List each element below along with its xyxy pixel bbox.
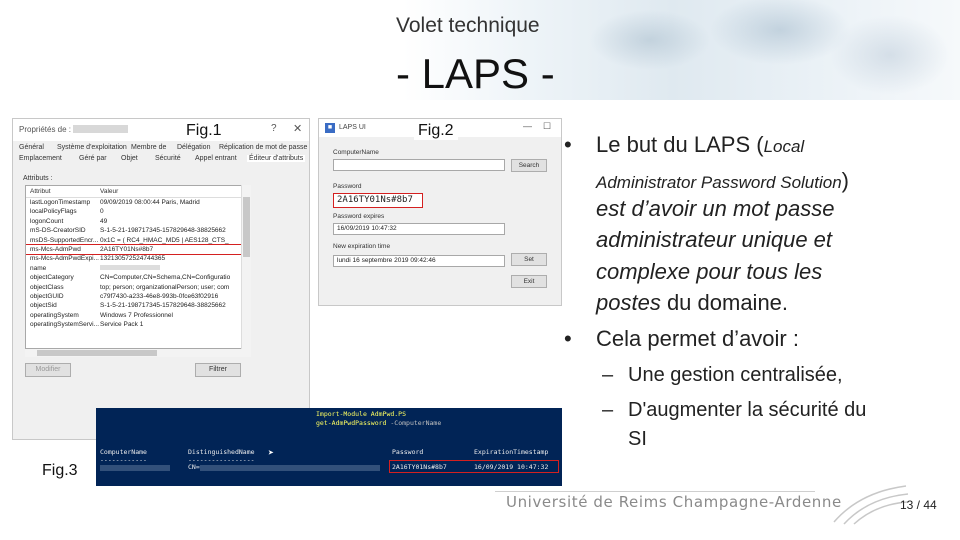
cell-attribute: objectGUID: [30, 292, 64, 300]
table-row[interactable]: [26, 236, 242, 245]
ps-command-get: [316, 419, 441, 427]
cell-attribute: msDS-SupportedEncr...: [30, 236, 99, 244]
cell-value: Service Pack 1: [100, 321, 144, 329]
dialog-tabs: [13, 141, 309, 167]
bullet1-postes: postes: [596, 290, 661, 315]
redacted-computername: [100, 465, 170, 471]
tab-object[interactable]: Objet: [121, 155, 138, 162]
slide-title: - LAPS -: [396, 50, 555, 97]
table-row[interactable]: [26, 311, 242, 320]
table-row[interactable]: [26, 283, 242, 292]
vertical-scrollbar[interactable]: [241, 185, 251, 349]
password-label: Password: [333, 183, 362, 190]
bullet1-local: Local: [763, 137, 805, 156]
cell-attribute: ms-Mcs-AdmPwd: [30, 245, 81, 253]
password-expires-field: 16/09/2019 10:47:32: [333, 223, 505, 235]
sub-bullet2-line2: SI: [628, 428, 647, 450]
new-expiration-datepicker[interactable]: lundi 16 septembre 2019 09:42:46: [333, 255, 505, 267]
sub-bullet1-text: Une gestion centralisée,: [628, 364, 843, 386]
cell-value: top; person; organizationalPerson; user; com: [100, 283, 230, 291]
sub-bullet-marker: –: [602, 364, 614, 386]
dialog-title: Propriétés de :: [19, 125, 72, 134]
password-highlight: [389, 460, 559, 473]
table-row[interactable]: [26, 292, 242, 301]
university-name: Université de Reims Champagne-Ardenne: [506, 493, 842, 511]
cell-value: CN=Computer,CN=Schema,CN=Configuratio: [100, 274, 231, 282]
table-row[interactable]: [26, 207, 242, 216]
computer-name-input[interactable]: [333, 159, 505, 171]
bullet1-line4: administrateur unique et: [596, 227, 833, 252]
ps-dashes: -------------------: [474, 456, 549, 464]
table-header: [26, 186, 242, 198]
close-icon[interactable]: ✕: [293, 123, 303, 135]
bullet1-expansion: Administrator Password Solution: [596, 173, 842, 192]
cell-value: 09/09/2019 08:00:44 Paris, Madrid: [100, 199, 200, 206]
cell-attribute: lastLogonTimestamp: [30, 199, 91, 206]
table-row[interactable]: [26, 254, 242, 263]
bullet1-line5: complexe pour tous les: [596, 259, 823, 284]
attributes-label: Attributs :: [23, 175, 53, 182]
ps-header-password: Password: [392, 448, 424, 456]
ps-header-dn: DistinguishedName: [188, 448, 255, 456]
fig3-label: Fig.3: [38, 462, 82, 480]
ps-dashes: -----------------: [188, 456, 255, 464]
cell-value: 0: [100, 208, 104, 216]
cell-attribute: ms-Mcs-AdmPwdExpi...: [30, 255, 99, 263]
bullet1-line3: est d’avoir un mot passe: [596, 196, 835, 221]
cell-attribute: mS-DS-CreatorSID: [30, 227, 86, 235]
table-row-admpwd-highlighted[interactable]: [26, 245, 242, 254]
table-row[interactable]: [26, 301, 242, 310]
bullet2-text: Cela permet d’avoir :: [596, 326, 799, 351]
sub-bullet2-line1: D'augmenter la sécurité du: [628, 399, 867, 421]
exit-button[interactable]: Exit: [511, 275, 547, 288]
bullet-marker: •: [564, 132, 572, 157]
tab-general[interactable]: Général: [19, 144, 44, 151]
redacted-dn: [200, 465, 380, 471]
table-row[interactable]: [26, 217, 242, 226]
search-button[interactable]: Search: [511, 159, 547, 172]
tab-managed-by[interactable]: Géré par: [79, 155, 107, 162]
cell-attribute: localPolicyFlags: [30, 208, 77, 216]
bullet1-line2: [596, 168, 849, 194]
tab-dialin[interactable]: Appel entrant: [195, 155, 237, 162]
mouse-cursor-icon: ➤: [268, 448, 275, 459]
ps-header-expiration: ExpirationTimestamp: [474, 448, 549, 456]
redacted-name: [73, 125, 128, 133]
university-logo: [830, 482, 910, 526]
properties-dialog: [12, 118, 310, 440]
tab-attribute-editor[interactable]: Éditeur d'attributs: [249, 155, 304, 162]
cell-value: S-1-5-21-198717345-157829648-38825662: [100, 227, 226, 235]
slide-supertitle: Volet technique: [396, 14, 540, 37]
tab-delegation[interactable]: Délégation: [177, 144, 211, 151]
cell-value: S-1-5-21-198717345-157829648-38825662: [100, 302, 226, 310]
ps-row-dn: CN=: [188, 463, 200, 471]
cell-value: 132130572524744365: [100, 255, 166, 263]
ps-cmdlet: get-AdmPwdPassword: [316, 419, 387, 427]
maximize-icon[interactable]: ☐: [543, 121, 552, 131]
tab-replication[interactable]: Réplication de mot de passe: [219, 144, 308, 151]
ps-row-expiration: 16/09/2019 10:47:32: [474, 463, 549, 471]
tab-security[interactable]: Sécurité: [155, 155, 181, 162]
computer-name-label: ComputerName: [333, 149, 379, 156]
table-row[interactable]: [26, 273, 242, 282]
ps-dashes: --------: [392, 456, 424, 464]
cell-value: c79f7430-a233-46e8-993b-0fce63f02916: [100, 292, 219, 300]
ps-header-computername: ComputerName: [100, 448, 147, 456]
cell-value: Windows 7 Professionnel: [100, 311, 173, 319]
sub-bullet-marker: –: [602, 399, 614, 421]
tab-member-of[interactable]: Membre de: [131, 144, 167, 151]
ps-command-import: Import-Module AdmPwd.PS: [316, 410, 407, 418]
help-button[interactable]: ?: [271, 123, 277, 134]
bullet1-paren: ): [841, 168, 849, 193]
cell-value-redacted: [100, 264, 238, 273]
fig2-label: Fig.2: [414, 122, 458, 140]
powershell-console: [96, 408, 562, 486]
ps-parameter: -ComputerName: [390, 419, 442, 427]
fig1-label: Fig.1: [186, 122, 222, 139]
attributes-table[interactable]: [25, 185, 243, 349]
cell-attribute: objectClass: [30, 283, 64, 291]
password-expires-label: Password expires: [333, 213, 385, 220]
bullet1-line1: [596, 132, 804, 158]
new-expiration-label: New expiration time: [333, 243, 391, 250]
table-row[interactable]: [26, 320, 242, 329]
cell-attribute: objectCategory: [30, 274, 74, 282]
window-title: LAPS UI: [339, 124, 366, 131]
bullet1-line6: [596, 290, 788, 316]
cell-value: 2A16TY01Ns#8b7: [100, 245, 154, 253]
dialog-titlebar: [13, 119, 309, 141]
scrollbar-thumb[interactable]: [243, 197, 250, 257]
tab-location[interactable]: Emplacement: [19, 155, 62, 162]
modify-button[interactable]: Modifier: [25, 363, 71, 377]
ps-dashes: ------------: [100, 456, 147, 464]
tab-os[interactable]: Système d'exploitation: [57, 144, 127, 151]
bullet-marker: •: [564, 326, 572, 351]
table-row[interactable]: [26, 264, 242, 273]
page-number: 13 / 44: [900, 498, 937, 512]
cell-attribute: operatingSystemServi...: [30, 321, 100, 329]
cell-attribute: operatingSystem: [30, 311, 79, 319]
app-icon: ■: [325, 123, 335, 133]
bullet1-domain: du domaine.: [660, 290, 789, 315]
table-row[interactable]: [26, 226, 242, 235]
cell-attribute: logonCount: [30, 217, 64, 225]
cell-attribute: objectSid: [30, 302, 57, 310]
horizontal-scrollbar[interactable]: [25, 349, 251, 357]
header-background-image: [560, 0, 960, 95]
cell-attribute: name: [30, 264, 47, 272]
password-field[interactable]: 2A16TY01Ns#8b7: [333, 193, 423, 208]
column-value[interactable]: Valeur: [100, 188, 119, 195]
table-row[interactable]: [26, 198, 242, 207]
cell-value: 0x1C = ( RC4_HMAC_MD5 | AES128_CTS_: [100, 236, 229, 244]
cell-value: 49: [100, 217, 108, 225]
scrollbar-thumb[interactable]: [37, 350, 157, 356]
bullet1-text: Le but du LAPS (: [596, 132, 764, 157]
column-attribute[interactable]: Attribut: [30, 188, 51, 195]
minimize-icon[interactable]: —: [523, 121, 532, 131]
ps-row-password: 2A16TY01Ns#8b7: [392, 463, 447, 471]
laps-ui-window: [318, 118, 562, 306]
footer-divider: [495, 491, 815, 492]
filter-button[interactable]: Filtrer: [195, 363, 241, 377]
set-button[interactable]: Set: [511, 253, 547, 266]
